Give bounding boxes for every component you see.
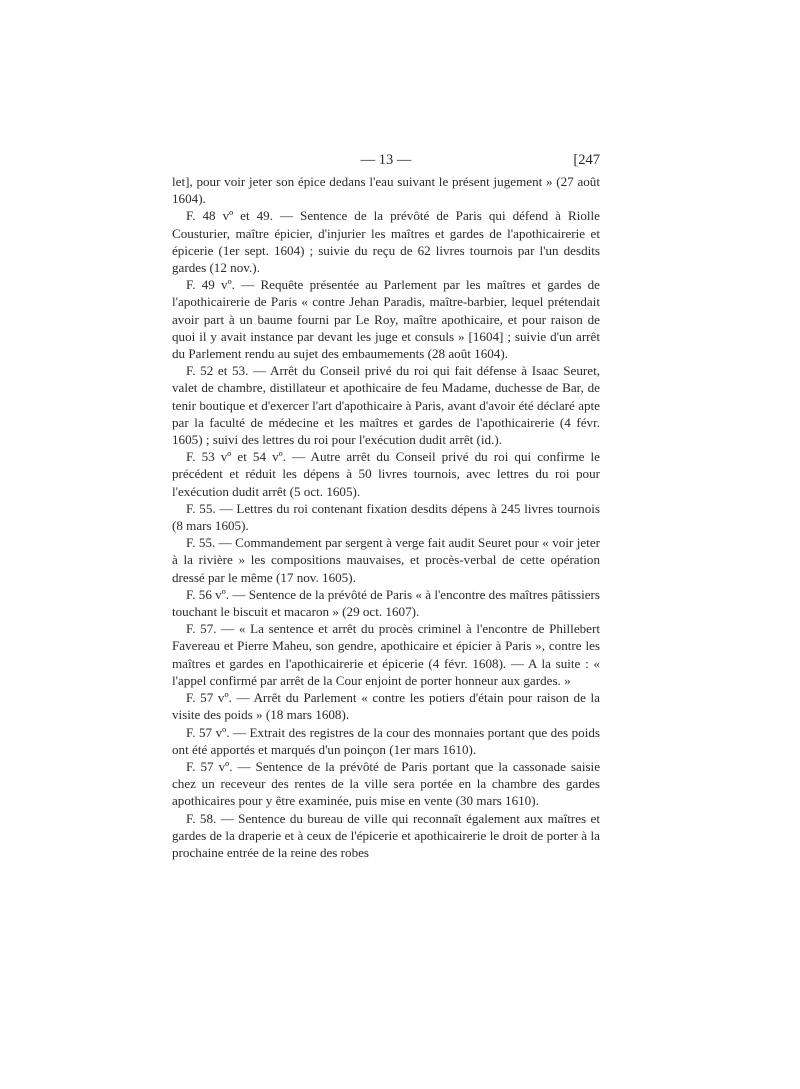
body-text [172, 173, 600, 861]
paragraph: F. 55. — Commandement par sergent à verge fait audit Seuret pour « voir jeter à la rivière » les compositions mauvaises, et procès-verbal de cette opération dressé par le même (17 nov. 1605). [172, 535, 600, 585]
paragraph: F. 57 vº. — Sentence de la prévôté de Paris portant que la cassonade saisie chez un receveur des rentes de la ville sera portée en la chambre des gardes apothicaires pour y être examinée, puis mise en vente (30 mars 1610). [172, 758, 600, 809]
paragraph: F. 57. — « La sentence et arrêt du procès criminel à l'encontre de Phillebert Favereau et Pierre Maheu, son gendre, apothicaire et épicier à Paris », contre les maîtres et gardes en l'apothicairerie et épicerie (4 févr. 1608). — A la suite : « l'appel confirmé par arrêt de la Cour enjoint de porter honneur aux gardes. » [172, 621, 600, 688]
reference-number: [247 [573, 152, 600, 168]
paragraph: F. 53 vº et 54 vº. — Autre arrêt du Conseil privé du roi qui confirme le précédent et réduit les dépens à 50 livres tournois, avec lettres du roi pour l'exécution dudit arrêt (5 oct. 1605). [172, 449, 600, 499]
page-number: — 13 — [360, 152, 412, 168]
paragraph: F. 57 vº. — Arrêt du Parlement « contre les potiers d'étain pour raison de la visite des poids » (18 mars 1608). [172, 690, 600, 723]
paragraph: F. 49 vº. — Requête présentée au Parlement par les maîtres et gardes de l'apothicairerie de Paris « contre Jehan Paradis, maître-barbier, lequel prétendait avoir part à un baume fourni par Le Roy, maître apothicaire, et pour raison de quoi il y avait instance par devant les juge et consuls » [1604] ; suivie d'un arrêt du Parlement rendu au sujet des embaumements (28 août 1604). [172, 277, 600, 362]
paragraph: F. 57 vº. — Extrait des registres de la cour des monnaies portant que des poids ont été apportés et marqués d'un poinçon (1er mars 1610). [172, 724, 600, 757]
paragraph: let], pour voir jeter son épice dedans l'eau suivant le présent jugement » (27 août 1604). [172, 174, 600, 207]
page-header [172, 152, 600, 172]
paragraph: F. 56 vº. — Sentence de la prévôté de Paris « à l'encontre des maîtres pâtissiers touchant le biscuit et macaron » (29 oct. 1607). [172, 586, 600, 620]
paragraph: F. 48 vº et 49. — Sentence de la prévôté de Paris qui défend à Riolle Cousturier, maître épicier, d'injurier les maîtres et gardes de l'apothicairerie et épicerie (1er sept. 1604) ; suivie du reçu de 62 livres tournois par l'un desdits gardes (12 nov.). [172, 208, 600, 276]
paragraph: F. 52 et 53. — Arrêt du Conseil privé du roi qui fait défense à Isaac Seuret, valet de chambre, distillateur et apothicaire de feu Madame, duchesse de Bar, de tenir boutique et d'exercer l'art d'apothicaire à Paris, avant d'avoir été déclaré apte par la faculté de médecine et les maîtres et gardes de l'apothicairerie (4 févr. 1605) ; suivi des lettres du roi pour l'exécution dudit arrêt (id.). [172, 363, 600, 448]
paragraph: F. 55. — Lettres du roi contenant fixation desdits dépens à 245 livres tournois (8 mars 1605). [172, 500, 600, 534]
paragraph: F. 58. — Sentence du bureau de ville qui reconnaît également aux maîtres et gardes de la draperie et à ceux de l'épicerie et apothicairerie le droit de porter à la prochaine entrée de la reine des robes [172, 810, 600, 860]
